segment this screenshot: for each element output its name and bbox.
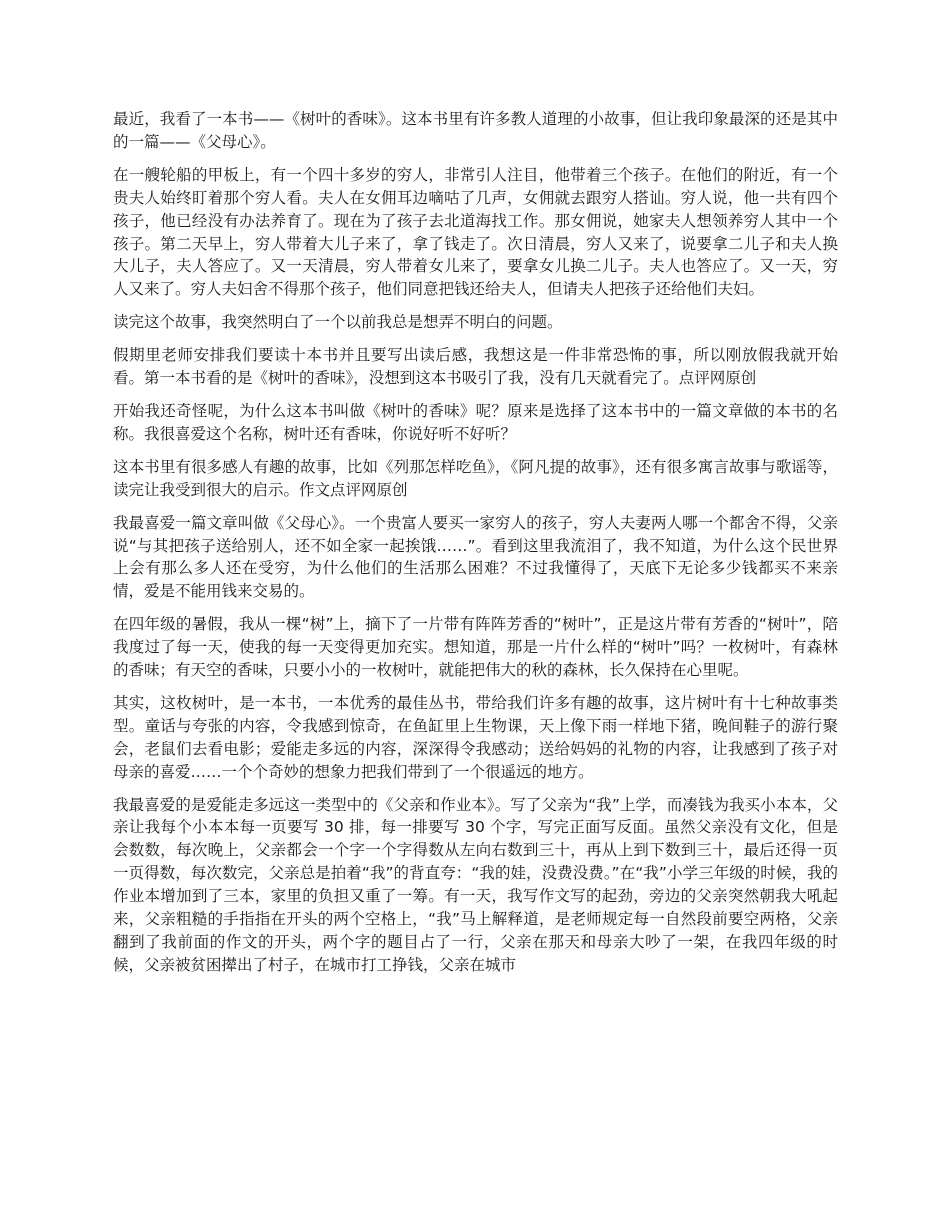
document-body: [113, 108, 838, 987]
paragraph-2: 在一艘轮船的甲板上，有一个四十多岁的穷人，非常引人注目，他带着三个孩子。在他们的附近，有一个贵夫人始终盯着那个穷人看。夫人在女佣耳边嘀咕了几声，女佣就去跟穷人搭讪。穷人说，他一共有四个孩子，他已经没有办法养育了。现在为了孩子去北道海找工作。那女佣说，她家夫人想领养穷人其中一个孩子。第二天早上，穷人带着大儿子来了，拿了钱走了。次日清晨，穷人又来了，说要拿二儿子和夫人换大儿子，夫人答应了。又一天清晨，穷人带着女儿来了，要拿女儿换二儿子。夫人也答应了。又一天，穷人又来了。穷人夫妇舍不得那个孩子，他们同意把钱还给夫人，但请夫人把孩子还给他们夫妇。: [113, 165, 838, 299]
paragraph-9: 其实，这枚树叶，是一本书，一本优秀的最佳丛书，带给我们许多有趣的故事，这片树叶有十七种故事类型。童话与夸张的内容，令我感到惊奇，在鱼缸里上生物课，天上像下雨一样地下猪，晚间鞋子的游行聚会，老鼠们去看电影；爱能走多远的内容，深深得令我感动；送给妈妈的礼物的内容，让我感到了孩子对母亲的喜爱……一个个奇妙的想象力把我们带到了一个很遥远的地方。: [113, 693, 838, 781]
paragraph-3: 读完这个故事，我突然明白了一个以前我总是想弄不明白的问题。: [113, 313, 563, 332]
paragraph-6: 这本书里有很多感人有趣的故事，比如《列那怎样吃鱼》，《阿凡提的故事》，还有很多寓言故事与歌谣等，读完让我受到很大的启示。作文点评网原创: [113, 457, 838, 499]
paragraph-5: 开始我还奇怪呢，为什么这本书叫做《树叶的香味》呢？原来是选择了这本书中的一篇文章做的本书的名称。我很喜爱这个名称，树叶还有香味，你说好听不好听？: [113, 401, 838, 443]
paragraph-7: 我最喜爱一篇文章叫做《父母心》。一个贵富人要买一家穷人的孩子，穷人夫妻两人哪一个都舍不得，父亲说“与其把孩子送给别人，还不如全家一起挨饿……”。看到这里我流泪了，我不知道，为什么这个民世界上会有那么多人还在受穷，为什么他们的生活那么困难？不过我懂得了，天底下无论多少钱都买不来亲情，爱是不能用钱来交易的。: [113, 513, 838, 601]
paragraph-1: 最近，我看了一本书——《树叶的香味》。这本书里有许多教人道理的小故事，但让我印象最深的还是其中的一篇——《父母心》。: [113, 110, 838, 151]
paragraph-8: 在四年级的暑假，我从一棵“树”上，摘下了一片带有阵阵芳香的“树叶”，正是这片带有芳香的“树叶”，陪我度过了每一天，使我的每一天变得更加充实。想知道，那是一片什么样的“树叶”吗？一枚树叶，有森林的香味；有天空的香味，只要小小的一枚树叶，就能把伟大的秋的森林，长久保持在心里呢。: [113, 615, 838, 680]
paragraph-4: 假期里老师安排我们要读十本书并且要写出读后感，我想这是一件非常恐怖的事，所以刚放假我就开始看。第一本书看的是《树叶的香味》，没想到这本书吸引了我，没有几天就看完了。点评网原创: [113, 346, 838, 388]
paragraph-10: 我最喜爱的是爱能走多远这一类型中的《父亲和作业本》。写了父亲为“我”上学，而凑钱为我买小本本，父亲让我每个小本本每一页要写 30 排，每一排要写 30 个字，写完正面写反面。虽然父亲没有文化，但是会数数，每次晚上，父亲都会一个字一个字得数从左向右数到三十，再从上到下数到三十，最后还得一页一页得数，每次数完，父亲总是拍着“我”的背直夸：“我的娃，没费没费。”在“我”小学三年级的时候，我的作业本增加到了三本，家里的负担又重了一筹。有一天，我写作文写的起劲，旁边的父亲突然朝我大吼起来，父亲粗糙的手指指在开头的两个空格上，“我”马上解释道，是老师规定每一自然段前要空两格，父亲翻到了我前面的作文的开头，两个字的题目占了一行，父亲在那天和母亲大吵了一架，在我四年级的时候，父亲被贫困撵出了村子，在城市打工挣钱，父亲在城市: [113, 795, 838, 974]
